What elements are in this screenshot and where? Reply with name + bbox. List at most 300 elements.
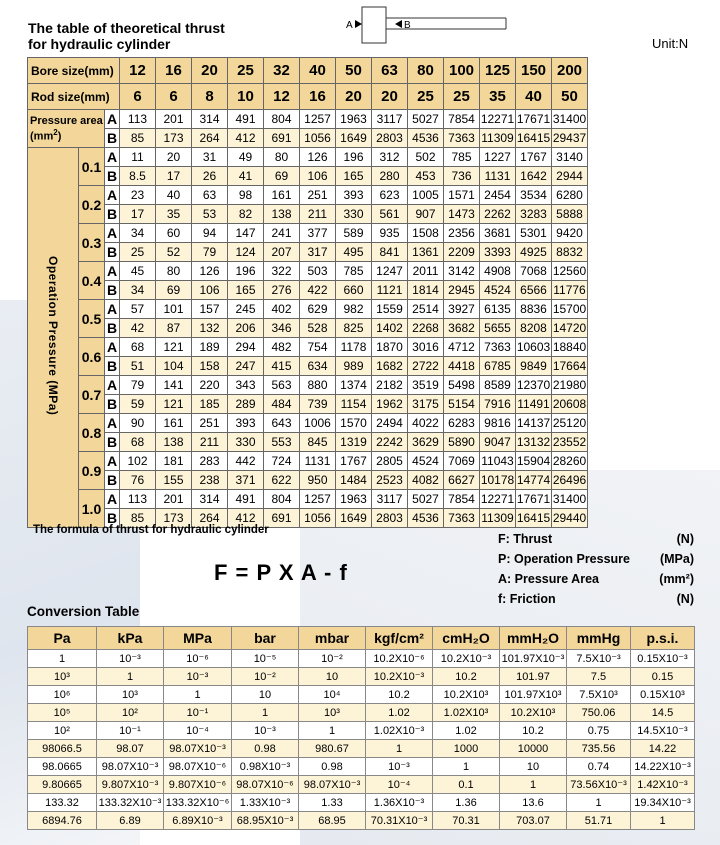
operation-pressure-text: Operation Pressure (MPa) — [46, 256, 60, 416]
thrust-b-cell: 1814 — [408, 281, 444, 300]
thrust-a-cell: 294 — [228, 338, 264, 357]
area-a-cell: 804 — [264, 110, 300, 129]
thrust-a-cell: 189 — [192, 338, 228, 357]
thrust-b-cell: 85 — [120, 509, 156, 528]
conversion-cell: 98066.5 — [28, 740, 97, 758]
conversion-cell: 70.31X10⁻³ — [366, 812, 433, 830]
conversion-row — [28, 794, 695, 812]
thrust-b-cell: 106 — [192, 281, 228, 300]
thrust-b-cell: 280 — [372, 167, 408, 186]
thrust-a-cell: 1131 — [300, 452, 336, 471]
thrust-a-cell: 141 — [156, 376, 192, 395]
pressure-value: 0.1 — [79, 148, 105, 186]
thrust-a-cell: 3927 — [444, 300, 480, 319]
conversion-cell: 10² — [28, 722, 97, 740]
thrust-b-cell: 1319 — [336, 433, 372, 452]
legend-unit: (N) — [676, 592, 694, 606]
area-b-cell: 1649 — [336, 129, 372, 148]
thrust-a-cell: 17671 — [516, 490, 552, 509]
thrust-b-cell: 989 — [336, 357, 372, 376]
pressure-row-b — [28, 433, 588, 452]
row-type-b: B — [105, 395, 120, 414]
conversion-cell: 10² — [97, 704, 164, 722]
legend-item — [498, 589, 694, 609]
thrust-b-cell: 155 — [156, 471, 192, 490]
thrust-b-cell: 68 — [120, 433, 156, 452]
thrust-a-cell: 7068 — [516, 262, 552, 281]
conversion-row — [28, 722, 695, 740]
thrust-a-cell: 1570 — [336, 414, 372, 433]
bore-size-cell: 25 — [228, 58, 264, 84]
page-title — [28, 20, 225, 52]
conversion-cell: 0.15X10⁻³ — [631, 650, 695, 668]
conversion-cell: 10.2X10³ — [500, 704, 567, 722]
thrust-a-cell: 1227 — [480, 148, 516, 167]
pressure-row-b — [28, 243, 588, 262]
thrust-a-cell: 2454 — [480, 186, 516, 205]
thrust-b-cell: 165 — [336, 167, 372, 186]
conversion-cell: 10⁵ — [28, 704, 97, 722]
conversion-cell: 98.07X10⁻³ — [164, 740, 232, 758]
thrust-b-cell: 3175 — [408, 395, 444, 414]
thrust-b-cell: 2268 — [408, 319, 444, 338]
conversion-cell: 10.2X10⁻³ — [366, 668, 433, 686]
thrust-a-cell: 589 — [336, 224, 372, 243]
thrust-b-cell: 4082 — [408, 471, 444, 490]
row-type-b: B — [105, 357, 120, 376]
thrust-b-cell: 52 — [156, 243, 192, 262]
legend-item — [498, 569, 694, 589]
thrust-b-cell: 29440 — [552, 509, 588, 528]
thrust-a-cell: 2182 — [372, 376, 408, 395]
bore-size-label: Bore size(mm) — [28, 58, 120, 84]
area-a-cell: 31400 — [552, 110, 588, 129]
thrust-a-cell: 4022 — [408, 414, 444, 433]
conversion-cell: 13.6 — [500, 794, 567, 812]
thrust-a-cell: 3140 — [552, 148, 588, 167]
thrust-a-cell: 11 — [120, 148, 156, 167]
bore-size-cell: 125 — [480, 58, 516, 84]
thrust-b-cell: 2945 — [444, 281, 480, 300]
thrust-a-cell: 6283 — [444, 414, 480, 433]
conversion-cell: 1.02 — [433, 722, 500, 740]
thrust-b-cell: 1484 — [336, 471, 372, 490]
conversion-cell: 10⁻¹ — [97, 722, 164, 740]
thrust-a-cell: 241 — [264, 224, 300, 243]
row-type-a: A — [105, 224, 120, 243]
pressure-row-a — [28, 376, 588, 395]
conversion-cell: 1 — [97, 668, 164, 686]
thrust-a-cell: 312 — [372, 148, 408, 167]
thrust-a-cell: 1559 — [372, 300, 408, 319]
thrust-b-cell: 8208 — [516, 319, 552, 338]
conversion-title: Conversion Table — [27, 604, 140, 619]
thrust-a-cell: 785 — [336, 262, 372, 281]
thrust-a-cell: 90 — [120, 414, 156, 433]
thrust-b-cell: 26496 — [552, 471, 588, 490]
conversion-header-cell: cmH₂O — [433, 627, 500, 650]
thrust-a-cell: 629 — [300, 300, 336, 319]
conversion-cell: 10.2 — [366, 686, 433, 704]
thrust-a-cell: 314 — [192, 490, 228, 509]
thrust-b-cell: 2209 — [444, 243, 480, 262]
thrust-a-cell: 68 — [120, 338, 156, 357]
conversion-cell: 6.89X10⁻³ — [164, 812, 232, 830]
conversion-header-cell: mmHg — [567, 627, 631, 650]
pressure-value: 0.4 — [79, 262, 105, 300]
pressure-area-unit-close: ) — [57, 130, 62, 143]
conversion-row — [28, 758, 695, 776]
conversion-cell: 14.5X10⁻³ — [631, 722, 695, 740]
thrust-a-cell: 147 — [228, 224, 264, 243]
thrust-b-cell: 53 — [192, 205, 228, 224]
thrust-b-cell: 185 — [192, 395, 228, 414]
bore-size-cell: 100 — [444, 58, 480, 84]
area-b-cell: 16415 — [516, 129, 552, 148]
thrust-b-cell: 330 — [336, 205, 372, 224]
thrust-b-cell: 25 — [120, 243, 156, 262]
area-a-cell: 1963 — [336, 110, 372, 129]
conversion-cell: 98.07X10⁻⁶ — [164, 758, 232, 776]
conversion-cell: 1.02 — [366, 704, 433, 722]
thrust-a-cell: 21980 — [552, 376, 588, 395]
thrust-b-cell: 845 — [300, 433, 336, 452]
thrust-b-cell: 6785 — [480, 357, 516, 376]
thrust-a-cell: 181 — [156, 452, 192, 471]
thrust-b-cell: 106 — [300, 167, 336, 186]
rod-size-cell: 10 — [228, 84, 264, 110]
thrust-a-cell: 63 — [192, 186, 228, 205]
conversion-cell: 1 — [366, 740, 433, 758]
thrust-b-cell: 211 — [192, 433, 228, 452]
legend-term: f: Friction — [498, 592, 556, 606]
bore-size-cell: 16 — [156, 58, 192, 84]
rod-size-cell: 50 — [552, 84, 588, 110]
bore-size-cell: 80 — [408, 58, 444, 84]
row-type-a: A — [105, 376, 120, 395]
conversion-cell: 1.42X10⁻³ — [631, 776, 695, 794]
conversion-cell: 1.36X10⁻³ — [366, 794, 433, 812]
rod-size-row — [28, 84, 588, 110]
conversion-cell: 98.07X10⁻⁶ — [232, 776, 299, 794]
thrust-a-cell: 201 — [156, 490, 192, 509]
thrust-b-cell: 5154 — [444, 395, 480, 414]
thrust-b-cell: 238 — [192, 471, 228, 490]
conversion-cell: 10⁻³ — [232, 722, 299, 740]
thrust-a-cell: 3117 — [372, 490, 408, 509]
thrust-b-cell: 124 — [228, 243, 264, 262]
row-type-b: B — [105, 167, 120, 186]
conversion-cell: 1 — [232, 704, 299, 722]
conversion-cell: 703.07 — [500, 812, 567, 830]
bore-size-cell: 150 — [516, 58, 552, 84]
conversion-table — [27, 626, 695, 830]
thrust-b-cell: 11491 — [516, 395, 552, 414]
formula-title: The formula of thrust for hydraulic cylinder — [33, 524, 269, 536]
conversion-header-cell: mmH₂O — [500, 627, 567, 650]
thrust-b-cell: 1642 — [516, 167, 552, 186]
row-type-a: A — [105, 148, 120, 167]
thrust-a-cell: 9816 — [480, 414, 516, 433]
thrust-b-cell: 276 — [264, 281, 300, 300]
thrust-b-cell: 13132 — [516, 433, 552, 452]
conversion-cell: 133.32 — [28, 794, 97, 812]
conversion-cell: 10⁻² — [299, 650, 366, 668]
row-type-b: B — [105, 243, 120, 262]
conversion-cell: 68.95 — [299, 812, 366, 830]
legend-term: A: Pressure Area — [498, 572, 599, 586]
row-type-a: A — [105, 338, 120, 357]
rod-size-label: Rod size(mm) — [28, 84, 120, 110]
thrust-b-cell: 907 — [408, 205, 444, 224]
pressure-row-b — [28, 357, 588, 376]
conversion-cell: 7.5 — [567, 668, 631, 686]
conversion-cell: 6.89 — [97, 812, 164, 830]
thrust-a-cell: 8589 — [480, 376, 516, 395]
thrust-a-cell: 377 — [300, 224, 336, 243]
thrust-a-cell: 121 — [156, 338, 192, 357]
conversion-cell: 10⁴ — [299, 686, 366, 704]
thrust-b-cell: 495 — [336, 243, 372, 262]
thrust-a-cell: 102 — [120, 452, 156, 471]
legend-unit: (N) — [676, 532, 694, 546]
thrust-a-cell: 2494 — [372, 414, 408, 433]
conversion-row — [28, 686, 695, 704]
thrust-a-cell: 491 — [228, 490, 264, 509]
thrust-a-cell: 80 — [156, 262, 192, 281]
thrust-b-cell: 42 — [120, 319, 156, 338]
area-a-cell: 5027 — [408, 110, 444, 129]
conversion-cell: 1 — [433, 758, 500, 776]
pressure-row-b — [28, 281, 588, 300]
thrust-b-cell: 660 — [336, 281, 372, 300]
conversion-cell: 98.07X10⁻³ — [299, 776, 366, 794]
thrust-b-cell: 3393 — [480, 243, 516, 262]
thrust-a-cell: 283 — [192, 452, 228, 471]
conversion-cell: 0.98X10⁻³ — [232, 758, 299, 776]
conversion-cell: 1.33 — [299, 794, 366, 812]
thrust-b-cell: 1473 — [444, 205, 480, 224]
row-type-a: A — [105, 262, 120, 281]
thrust-a-cell: 98 — [228, 186, 264, 205]
thrust-b-cell: 9047 — [480, 433, 516, 452]
thrust-a-cell: 94 — [192, 224, 228, 243]
thrust-b-cell: 79 — [192, 243, 228, 262]
conversion-cell: 101.97X10⁻³ — [500, 650, 567, 668]
thrust-a-cell: 15700 — [552, 300, 588, 319]
area-b-cell: 691 — [264, 129, 300, 148]
conversion-cell: 10⁻⁵ — [232, 650, 299, 668]
thrust-b-cell: 1682 — [372, 357, 408, 376]
conversion-row — [28, 740, 695, 758]
row-type-b: B — [105, 509, 120, 528]
thrust-a-cell: 28260 — [552, 452, 588, 471]
thrust-b-cell: 1131 — [480, 167, 516, 186]
thrust-b-cell: 4524 — [480, 281, 516, 300]
conversion-cell: 70.31 — [433, 812, 500, 830]
thrust-b-cell: 691 — [264, 509, 300, 528]
thrust-a-cell: 3016 — [408, 338, 444, 357]
thrust-b-cell: 4925 — [516, 243, 552, 262]
thrust-b-cell: 950 — [300, 471, 336, 490]
pressure-row-a — [28, 186, 588, 205]
conversion-cell: 10 — [500, 758, 567, 776]
thrust-a-cell: 20 — [156, 148, 192, 167]
conversion-cell: 0.74 — [567, 758, 631, 776]
thrust-a-cell: 4908 — [480, 262, 516, 281]
conversion-cell: 1.02X10³ — [433, 704, 500, 722]
pressure-row-a — [28, 148, 588, 167]
thrust-a-cell: 322 — [264, 262, 300, 281]
thrust-b-cell: 121 — [156, 395, 192, 414]
pressure-value: 0.2 — [79, 186, 105, 224]
bore-size-row — [28, 58, 588, 84]
conversion-cell: 10.2X10⁻⁶ — [366, 650, 433, 668]
thrust-b-cell: 3682 — [444, 319, 480, 338]
thrust-a-cell: 60 — [156, 224, 192, 243]
thrust-a-cell: 245 — [228, 300, 264, 319]
pressure-area-unit — [30, 127, 104, 143]
thrust-a-cell: 8836 — [516, 300, 552, 319]
thrust-a-cell: 220 — [192, 376, 228, 395]
conversion-cell: 6894.76 — [28, 812, 97, 830]
thrust-a-cell: 10603 — [516, 338, 552, 357]
pressure-area-label — [28, 110, 105, 148]
conversion-cell: 1.36 — [433, 794, 500, 812]
conversion-cell: 101.97 — [500, 668, 567, 686]
thrust-b-cell: 165 — [228, 281, 264, 300]
thrust-a-cell: 45 — [120, 262, 156, 281]
formula-legend — [498, 529, 694, 609]
conversion-cell: 10⁶ — [28, 686, 97, 704]
thrust-table — [27, 57, 588, 528]
thrust-b-cell: 17 — [156, 167, 192, 186]
thrust-a-cell: 12370 — [516, 376, 552, 395]
thrust-a-cell: 5301 — [516, 224, 552, 243]
thrust-a-cell: 1006 — [300, 414, 336, 433]
thrust-a-cell: 196 — [228, 262, 264, 281]
thrust-b-cell: 2803 — [372, 509, 408, 528]
conversion-header-cell: Pa — [28, 627, 97, 650]
thrust-b-cell: 138 — [156, 433, 192, 452]
thrust-b-cell: 138 — [264, 205, 300, 224]
thrust-a-cell: 503 — [300, 262, 336, 281]
thrust-b-cell: 412 — [228, 509, 264, 528]
thrust-a-cell: 34 — [120, 224, 156, 243]
thrust-a-cell: 14137 — [516, 414, 552, 433]
area-b-cell: 29437 — [552, 129, 588, 148]
row-type-a: A — [105, 452, 120, 471]
thrust-a-cell: 2805 — [372, 452, 408, 471]
thrust-b-cell: 69 — [264, 167, 300, 186]
thrust-b-cell: 2722 — [408, 357, 444, 376]
pressure-value: 0.6 — [79, 338, 105, 376]
pressure-area-unit-sup: 2 — [53, 127, 58, 137]
thrust-b-cell: 7916 — [480, 395, 516, 414]
area-a-cell: 3117 — [372, 110, 408, 129]
thrust-b-cell: 1056 — [300, 509, 336, 528]
thrust-b-cell: 17664 — [552, 357, 588, 376]
thrust-a-cell: 126 — [300, 148, 336, 167]
thrust-a-cell: 643 — [264, 414, 300, 433]
rod-size-cell: 6 — [120, 84, 156, 110]
pressure-value: 0.5 — [79, 300, 105, 338]
thrust-a-cell: 804 — [264, 490, 300, 509]
pressure-value: 0.8 — [79, 414, 105, 452]
thrust-a-cell: 2514 — [408, 300, 444, 319]
pressure-row-b — [28, 205, 588, 224]
conversion-cell: 101.97X10³ — [500, 686, 567, 704]
legend-unit: (MPa) — [659, 552, 694, 566]
legend-term: F: Thrust — [498, 532, 553, 546]
row-type-b: B — [105, 129, 120, 148]
thrust-b-cell: 8832 — [552, 243, 588, 262]
area-b-cell: 4536 — [408, 129, 444, 148]
thrust-b-cell: 76 — [120, 471, 156, 490]
conversion-cell: 0.98 — [299, 758, 366, 776]
thrust-b-cell: 346 — [264, 319, 300, 338]
thrust-a-cell: 79 — [120, 376, 156, 395]
conversion-row — [28, 650, 695, 668]
thrust-b-cell: 41 — [228, 167, 264, 186]
conversion-cell: 10⁻³ — [366, 758, 433, 776]
thrust-a-cell: 251 — [192, 414, 228, 433]
thrust-b-cell: 5890 — [444, 433, 480, 452]
conversion-cell: 0.75 — [567, 722, 631, 740]
operation-pressure-label — [28, 148, 79, 528]
conversion-row — [28, 668, 695, 686]
area-b-cell: 1056 — [300, 129, 336, 148]
area-a-cell: 201 — [156, 110, 192, 129]
pressure-row-b — [28, 395, 588, 414]
conversion-cell: 10 — [299, 668, 366, 686]
conversion-cell: 750.06 — [567, 704, 631, 722]
thrust-a-cell: 1963 — [336, 490, 372, 509]
conversion-cell: 0.98 — [232, 740, 299, 758]
conversion-header-cell: MPa — [164, 627, 232, 650]
thrust-a-cell: 161 — [156, 414, 192, 433]
thrust-a-cell: 5027 — [408, 490, 444, 509]
conversion-cell: 19.34X10⁻³ — [631, 794, 695, 812]
thrust-b-cell: 330 — [228, 433, 264, 452]
thrust-a-cell: 12271 — [480, 490, 516, 509]
conversion-cell: 1 — [631, 812, 695, 830]
thrust-b-cell: 739 — [300, 395, 336, 414]
pressure-row-a — [28, 300, 588, 319]
thrust-a-cell: 157 — [192, 300, 228, 319]
thrust-b-cell: 17 — [120, 205, 156, 224]
thrust-a-cell: 1247 — [372, 262, 408, 281]
conversion-cell: 10.2 — [433, 668, 500, 686]
cylinder-diagram-icon — [346, 6, 512, 44]
conversion-cell: 7.5X10³ — [567, 686, 631, 704]
conversion-cell: 735.56 — [567, 740, 631, 758]
rod-size-cell: 25 — [444, 84, 480, 110]
conversion-cell: 1 — [500, 776, 567, 794]
thrust-b-cell: 4418 — [444, 357, 480, 376]
unit-label: Unit:N — [652, 36, 689, 51]
thrust-b-cell: 1402 — [372, 319, 408, 338]
conversion-cell: 10⁻³ — [97, 650, 164, 668]
conversion-cell: 10000 — [500, 740, 567, 758]
thrust-a-cell: 3681 — [480, 224, 516, 243]
conversion-cell: 9.807X10⁻⁶ — [164, 776, 232, 794]
thrust-b-cell: 528 — [300, 319, 336, 338]
thrust-b-cell: 841 — [372, 243, 408, 262]
conversion-cell: 1000 — [433, 740, 500, 758]
thrust-b-cell: 561 — [372, 205, 408, 224]
area-a-cell: 113 — [120, 110, 156, 129]
